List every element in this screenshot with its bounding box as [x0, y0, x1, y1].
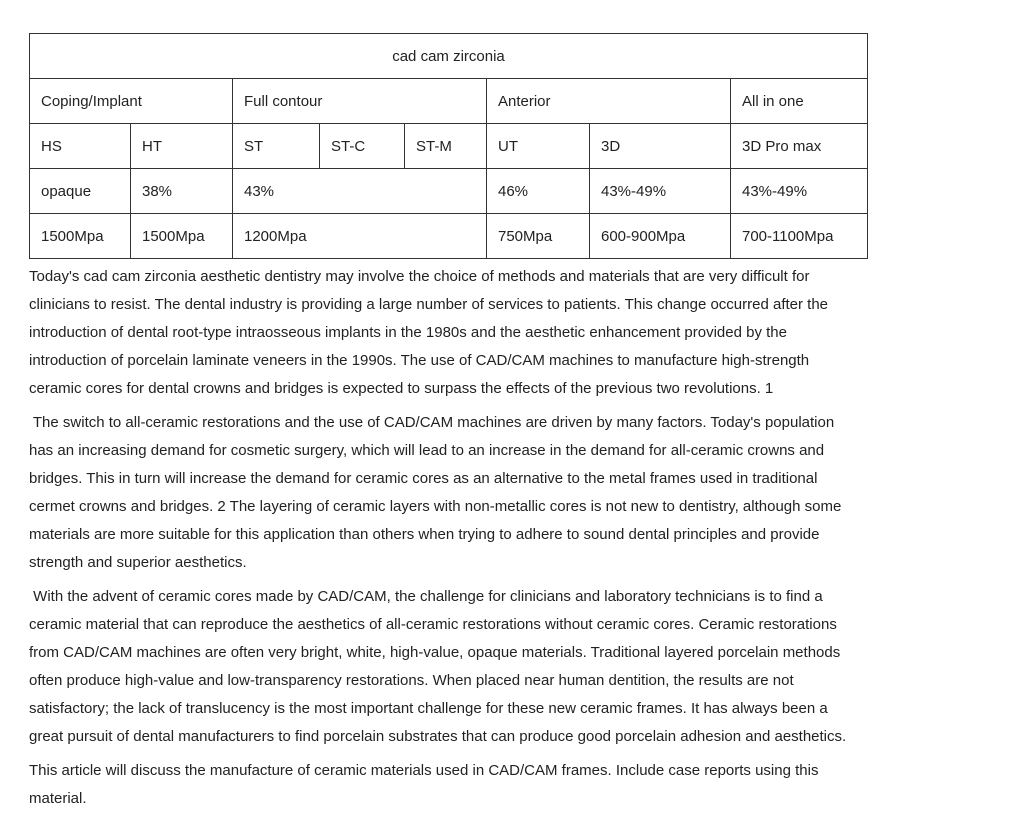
paragraph-line: The switch to all-ceramic restorations and the use of CAD/CAM machines are driven by many factors. Today's population	[29, 414, 835, 431]
paragraph-line: introduction of porcelain laminate veneers in the 1990s. The use of CAD/CAM machines to manufacture high-strength	[29, 352, 810, 369]
paragraph-line: often produce high-value and low-transparency restorations. When placed near human dentition, the results are not	[29, 672, 794, 689]
paragraph-line: has an increasing demand for cosmetic surgery, which will lead to an increase in the demand for all-ceramic crowns and	[29, 442, 825, 459]
paragraph-line: introduction of dental root-type intraosseous implants in the 1980s and the aesthetic enhancement provided by the	[29, 324, 787, 341]
table-title: cad cam zirconia	[30, 34, 868, 79]
table-row	[30, 124, 868, 169]
paragraph-line: This article will discuss the manufacture of ceramic materials used in CAD/CAM frames. Include case reports using this	[29, 762, 819, 779]
paragraph-line: ceramic material that can reproduce the aesthetics of all-ceramic restorations without ceramic cores. Ceramic restorations	[29, 616, 837, 633]
paragraph-line: ceramic cores for dental crowns and bridges is expected to surpass the effects of the previous two revolutions. 1	[29, 380, 774, 397]
strength-cell: 750Mpa	[487, 214, 590, 259]
strength-cell: 700-1100Mpa	[731, 214, 868, 259]
paragraph-line: With the advent of ceramic cores made by CAD/CAM, the challenge for clinicians and laboratory technicians is to find a	[29, 588, 823, 605]
group-cell: Coping/Implant	[30, 79, 233, 124]
type-cell: 3D	[590, 124, 731, 169]
translucency-cell: 43%-49%	[590, 169, 731, 214]
paragraph-line: strength and superior aesthetics.	[29, 554, 247, 571]
translucency-cell: 38%	[131, 169, 233, 214]
type-cell: 3D Pro max	[731, 124, 868, 169]
translucency-cell: 43%	[233, 169, 487, 214]
type-cell: ST	[233, 124, 320, 169]
strength-cell: 1200Mpa	[233, 214, 487, 259]
article-body	[29, 263, 989, 819]
table-row	[30, 79, 868, 124]
paragraph-line: great pursuit of dental manufacturers to find porcelain substrates that can produce good porcelain adhesion and aesthetics.	[29, 728, 847, 745]
translucency-cell: opaque	[30, 169, 131, 214]
paragraph-line: satisfactory; the lack of translucency is the most important challenge for these new ceramic frames. It has always been a	[29, 700, 828, 717]
paragraph-line: material.	[29, 790, 87, 807]
zirconia-table	[29, 33, 868, 259]
paragraph-line: from CAD/CAM machines are often very bright, white, high-value, opaque materials. Traditional layered porcelain methods	[29, 644, 841, 661]
paragraph-line: cermet crowns and bridges. 2 The layering of ceramic layers with non-metallic cores is not new to dentistry, although some	[29, 498, 842, 515]
table-row	[30, 214, 868, 259]
group-cell: Anterior	[487, 79, 731, 124]
table-title-row	[30, 34, 868, 79]
group-cell: All in one	[731, 79, 868, 124]
type-cell: UT	[487, 124, 590, 169]
translucency-cell: 43%-49%	[731, 169, 868, 214]
translucency-cell: 46%	[487, 169, 590, 214]
type-cell: HS	[30, 124, 131, 169]
type-cell: ST-M	[405, 124, 487, 169]
type-cell: HT	[131, 124, 233, 169]
paragraph-line: materials are more suitable for this application than others when trying to adhere to sound dental principles and provide	[29, 526, 820, 543]
paragraph	[29, 409, 989, 577]
strength-cell: 1500Mpa	[131, 214, 233, 259]
strength-cell: 1500Mpa	[30, 214, 131, 259]
paragraph	[29, 263, 989, 403]
type-cell: ST-C	[320, 124, 405, 169]
table-row	[30, 169, 868, 214]
strength-cell: 600-900Mpa	[590, 214, 731, 259]
paragraph-line: Today's cad cam zirconia aesthetic dentistry may involve the choice of methods and materials that are very difficult for	[29, 268, 810, 285]
paragraph-line: clinicians to resist. The dental industry is providing a large number of services to patients. This change occurred after the	[29, 296, 829, 313]
group-cell: Full contour	[233, 79, 487, 124]
paragraph	[29, 757, 989, 813]
paragraph	[29, 583, 989, 751]
paragraph-line: bridges. This in turn will increase the demand for ceramic cores as an alternative to the metal frames used in traditional	[29, 470, 818, 487]
